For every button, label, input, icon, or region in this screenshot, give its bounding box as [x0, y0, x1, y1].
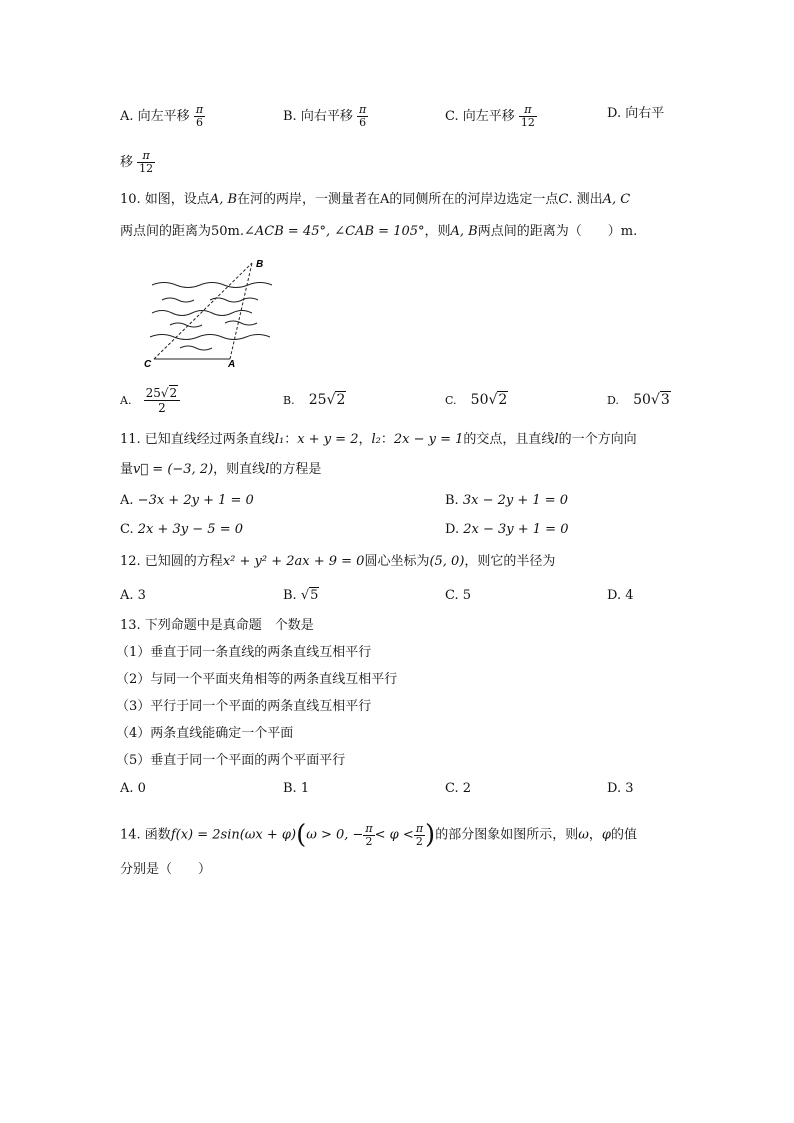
- q10-option-a-fraction: $\frac{25√2}{2}$: [144, 386, 181, 415]
- q12-option-b: B. √5: [283, 588, 319, 603]
- q9-option-a: A. 向左平移 $\frac{\pi}{6}$: [120, 103, 204, 129]
- river-wave-6: [225, 321, 257, 325]
- q12-option-d: D. 4: [607, 588, 634, 603]
- q11-option-a: A. −3x + 2y + 1 = 0: [120, 493, 254, 508]
- q10-stem-line-1: 10. 如图，设点A, B在河的两岸，一测量者在A的同侧所在的河岸边选定一点C. 测出A, C: [120, 192, 631, 207]
- q9-option-c-fraction: $\frac{\pi}{12}$: [520, 103, 535, 129]
- q10-river-figure: [140, 255, 280, 370]
- river-wave-1: [152, 283, 272, 288]
- river-wave-8: [180, 346, 212, 350]
- q12-stem: 12. 已知圆的方程x² + y² + 2ax + 9 = 0圆心坐标为(5, 0)，则它的半径为: [120, 554, 556, 569]
- q9-option-b: B. 向右平移 $\frac{\pi}{6}$: [283, 103, 367, 129]
- q13-option-c: C. 2: [445, 781, 472, 796]
- q14-cond-fraction-2: $\frac{\pi}{2}$: [415, 821, 424, 848]
- q11-option-b: B. 3x − 2y + 1 = 0: [445, 493, 569, 508]
- river-wave-2: [162, 298, 194, 302]
- q9-option-d: D. 向右平: [607, 106, 665, 121]
- q10-option-c: C. 50√2: [445, 392, 508, 408]
- q13-stem: 13. 下列命题中是真命题 个数是: [120, 618, 314, 633]
- q11-stem-line-1: 11. 已知直线经过两条直线l₁：x + y = 2，l₂：2x − y = 1的交点，且直线l的一个方向向: [120, 432, 637, 447]
- fig-label-c: C: [144, 359, 152, 370]
- river-wave-4: [152, 311, 252, 316]
- q9-option-a-fraction: $\frac{\pi}{6}$: [195, 103, 204, 129]
- river-wave-5: [170, 323, 202, 327]
- q9-option-c: C. 向左平移 $\frac{\pi}{12}$: [445, 103, 535, 129]
- q10-option-b: B. 25√2: [283, 392, 346, 408]
- q13-item-4: （4）两条直线能确定一个平面: [116, 726, 294, 741]
- q9-option-d-continued: 移 $\frac{\pi}{12}$: [120, 149, 154, 175]
- q13-option-b: B. 1: [283, 781, 310, 796]
- q10-stem-line-2: 两点间的距离为50m.∠ACB = 45°, ∠CAB = 105°，则A, B两点间的距离为（ ）m.: [120, 224, 638, 239]
- q10-option-a: A. $\frac{25√2}{2}$: [120, 386, 180, 415]
- river-wave-7: [150, 335, 270, 340]
- river-wave-3: [210, 298, 258, 302]
- q11-option-d: D. 2x − 3y + 1 = 0: [445, 522, 569, 537]
- q14-stem-line-2: 分别是（ ）: [120, 862, 212, 877]
- q10-option-d: D. 50√3: [607, 392, 670, 408]
- q13-item-2: （2）与同一个平面夹角相等的两条直线互相平行: [116, 672, 398, 687]
- q13-option-d: D. 3: [607, 781, 634, 796]
- fig-label-b: B: [256, 259, 264, 270]
- fig-label-a: A: [228, 359, 236, 370]
- q11-option-c: C. 2x + 3y − 5 = 0: [120, 522, 243, 537]
- q11-stem-line-2: 量v⃗ = (−3, 2)，则直线l的方程是: [120, 462, 322, 477]
- q12-option-c: C. 5: [445, 588, 472, 603]
- q14-cond-fraction-1: $\frac{\pi}{2}$: [365, 821, 373, 848]
- q13-item-3: （3）平行于同一个平面的两条直线互相平行: [116, 699, 372, 714]
- q13-item-5: （5）垂直于同一个平面的两个平面平行: [116, 753, 346, 768]
- q13-item-1: （1）垂直于同一条直线的两条直线互相平行: [116, 645, 372, 660]
- q12-option-a: A. 3: [120, 588, 146, 603]
- q9-option-b-fraction: $\frac{\pi}{6}$: [358, 103, 367, 129]
- q9-option-d-fraction: $\frac{\pi}{12}$: [139, 149, 154, 175]
- q14-stem-line-1: 14. 函数f(x) = 2sin(ωx + φ)(ω > 0, − $\frac{\pi}{2}$ < φ < $\frac{\pi}{2}$ )的部分图象如图所示，则ω，φ的值: [120, 820, 637, 850]
- q13-option-a: A. 0: [120, 781, 146, 796]
